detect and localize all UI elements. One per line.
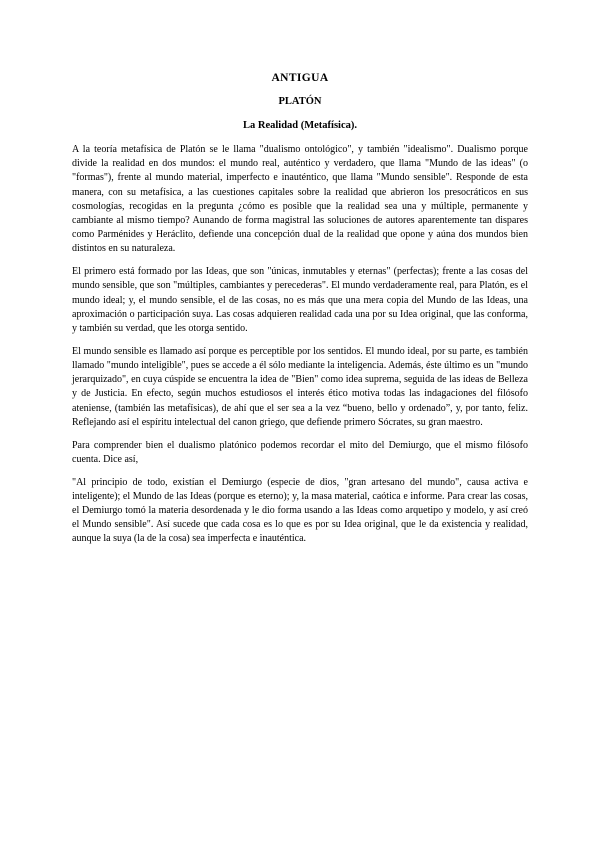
author-heading: PLATÓN xyxy=(278,96,322,107)
paragraph-dualism: A la teoría metafísica de Platón se le llama "dualismo ontológico", y también "idealismo". Dualismo porque divide la realidad en dos mundos: el mundo real, auténtico y verdadero, que llama "Mundo de las ideas" (o "formas"), frente al mundo material, imperfecto e inauténtico, que llama "Mundo sensible". Responde de esta manera, con su metafísica, a las cuestiones capitales sobre la realidad que abrieron los presocráticos en sus cosmologías, recogidas en la pregunta ¿cómo es posible que la realidad sea una y múltiple, permanente y cambiante al mismo tiempo? Aunando de forma magistral las soluciones de autores aparentemente tan dispares como Parménides y Heráclito, defiende una concepción dual de la realidad que opone y aúna dos mundos bien distintos en su naturaleza. xyxy=(72,144,528,255)
paragraph-ideas: El primero está formado por las Ideas, que son "únicas, inmutables y eternas" (perfectas); frente a las cosas del mundo sensible, que son "múltiples, cambiantes y perecederas". El mundo verdaderamente real, para Platón, es el mundo ideal; y, el mundo sensible, el de las cosas, no es más que una mera copia del Mundo de las Ideas, una aproximación o participación suya. Las cosas adquieren realidad cada una por su Idea original, que las conforma, y también su verdad, que les otorga sentido. xyxy=(72,266,528,335)
paragraph-sensible-world: El mundo sensible es llamado así porque es perceptible por los sentidos. El mundo ideal, por su parte, es también llamado "mundo inteligible", pues se accede a él sólo mediante la inteligencia. Además, éste último es un "mundo jerarquizado", en cuya cúspide se encuentra la idea de "Bien" como idea suprema, seguida de las ideas de Belleza y de Justicia. En efecto, según muchos estudiosos el interés ético motiva todas las indagaciones del filósofo ateniense, (también las metafísicas), de ahí que el ser sea a la vez “bueno, bello y ordenado”, y, por tanto, feliz. Reflejando así el espíritu intelectual del canon griego, que defiende primero Sócrates, su gran maestro. xyxy=(72,345,528,428)
document-title: ANTIGUA xyxy=(271,72,329,84)
section-heading: La Realidad (Metafísica). xyxy=(242,120,358,131)
page-content xyxy=(72,72,528,555)
paragraph-demiurge-intro: Para comprender bien el dualismo platónico podemos recordar el mito del Demiurgo, que el mismo filósofo cuenta. Dice así, xyxy=(72,439,528,465)
paragraph-demiurge-myth: "Al principio de todo, existían el Demiurgo (especie de dios, "gran artesano del mundo", causa activa e inteligente); el Mundo de las Ideas (porque es eterno); y, la masa material, caótica e informe. Para crear las cosas, el Demiurgo tomó la materia desordenada y le dio forma usando a las Ideas como arquetipo y modelo, y así creó el Mundo sensible". Así sucede que cada cosa es lo que es por su Idea original, que le da existencia y realidad, aunque la suya (la de la cosa) sea imperfecta e inauténtica. xyxy=(72,476,528,545)
